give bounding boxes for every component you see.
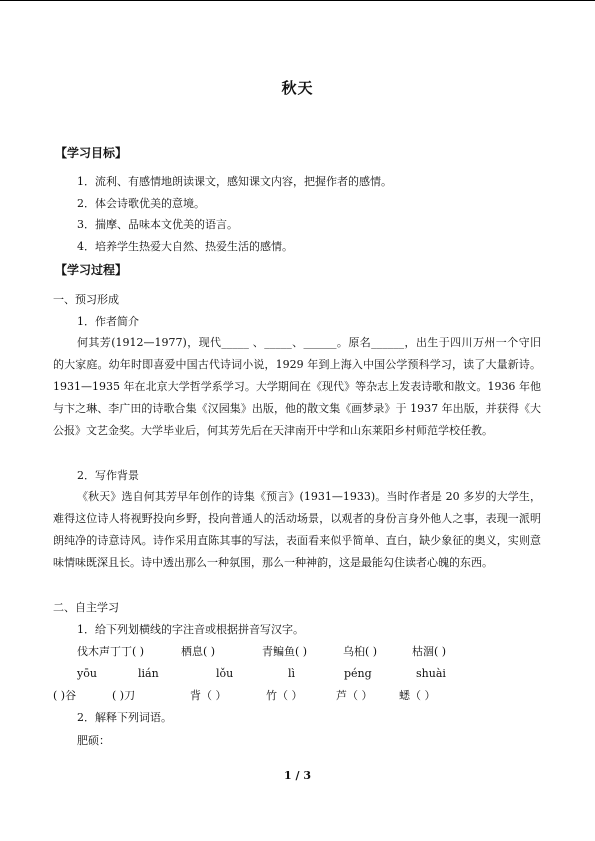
- section-heading: 一、预习形成: [53, 293, 119, 306]
- header-rule: [0, 0, 595, 1]
- pinyin-item: péng: [344, 667, 372, 680]
- blank-item: 蟋（ ）: [399, 689, 436, 702]
- question-2: 2．解释下列词语。: [77, 711, 172, 724]
- pinyin-item: lián: [138, 667, 159, 680]
- objective-item: 4．培养学生热爱大自然、热爱生活的感情。: [77, 240, 293, 253]
- page-title: 秋天: [281, 79, 314, 97]
- word-item: 栖息( ): [181, 645, 216, 658]
- term-label: 肥硕：: [77, 734, 110, 747]
- objective-item: 1．流利、有感情地朗读课文，感知课文内容，把握作者的感情。: [77, 175, 392, 188]
- word-item: 乌桕( ): [343, 645, 378, 658]
- blank-item: ( )谷: [53, 689, 77, 702]
- objective-item: 3．揣摩、品味本文优美的语言。: [77, 218, 238, 231]
- process-heading: 【学习过程】: [55, 263, 128, 277]
- blank-item: 芦（ ）: [336, 689, 373, 702]
- subsection-heading: 2．写作背景: [77, 469, 139, 482]
- pinyin-item: yōu: [77, 667, 97, 680]
- word-item: 青鳊鱼( ): [262, 645, 308, 658]
- section-heading: 二、自主学习: [53, 601, 119, 614]
- author-intro-paragraph: 何其芳(1912—1977)，现代_____ 、_____、______。原名______，出生于四川万州一个守旧的大家庭。幼年时即喜爱中国古代诗词小说，1929 年到上海入中国公学预科学习，读了大量新诗。1931—1935 年在北京大学哲学系学习。大学期间在《现代》等杂志上发表诗歌和散文。1936 年他与卞之琳、李广田的诗歌合集《汉园集》出版，他的散文集《画梦录》于 1937 年出版，并获得《大公报》文艺金奖。大学毕业后，何其芳先后在天津南开中学和山东莱阳乡村师范学校任教。: [53, 336, 541, 437]
- blank-item: 背（ ）: [190, 689, 227, 702]
- subsection-heading: 1．作者简介: [77, 315, 139, 328]
- pinyin-item: lǒu: [216, 667, 234, 680]
- blank-item: ( )刀: [112, 689, 136, 702]
- pinyin-item: shuài: [416, 667, 446, 680]
- blank-item: 竹（ ）: [266, 689, 303, 702]
- background-paragraph: 《秋天》选自何其芳早年创作的诗集《预言》(1931—1933)。当时作者是 20 多岁的大学生，难得这位诗人将视野投向乡野，投向普通人的活动场景，以观者的身份言身外他人之事，表现一派明朗纯净的诗意诗风。诗作采用直陈其事的写法，表面看来似乎简单、直白，缺少象征的奥义，实则意味情味既深且长。诗中透出那么一种氛围，那么一种神韵，这是最能勾住读者心魄的东西。: [53, 490, 541, 569]
- page-number: 1 / 3: [284, 769, 311, 782]
- pinyin-item: lì: [288, 667, 296, 680]
- objectives-heading: 【学习目标】: [55, 146, 128, 160]
- word-item: 枯涸( ): [412, 645, 447, 658]
- objective-item: 2．体会诗歌优美的意境。: [77, 197, 205, 210]
- word-item: 伐木声丁丁( ): [77, 645, 145, 658]
- question-1: 1．给下列划横线的字注音或根据拼音写汉字。: [77, 623, 304, 636]
